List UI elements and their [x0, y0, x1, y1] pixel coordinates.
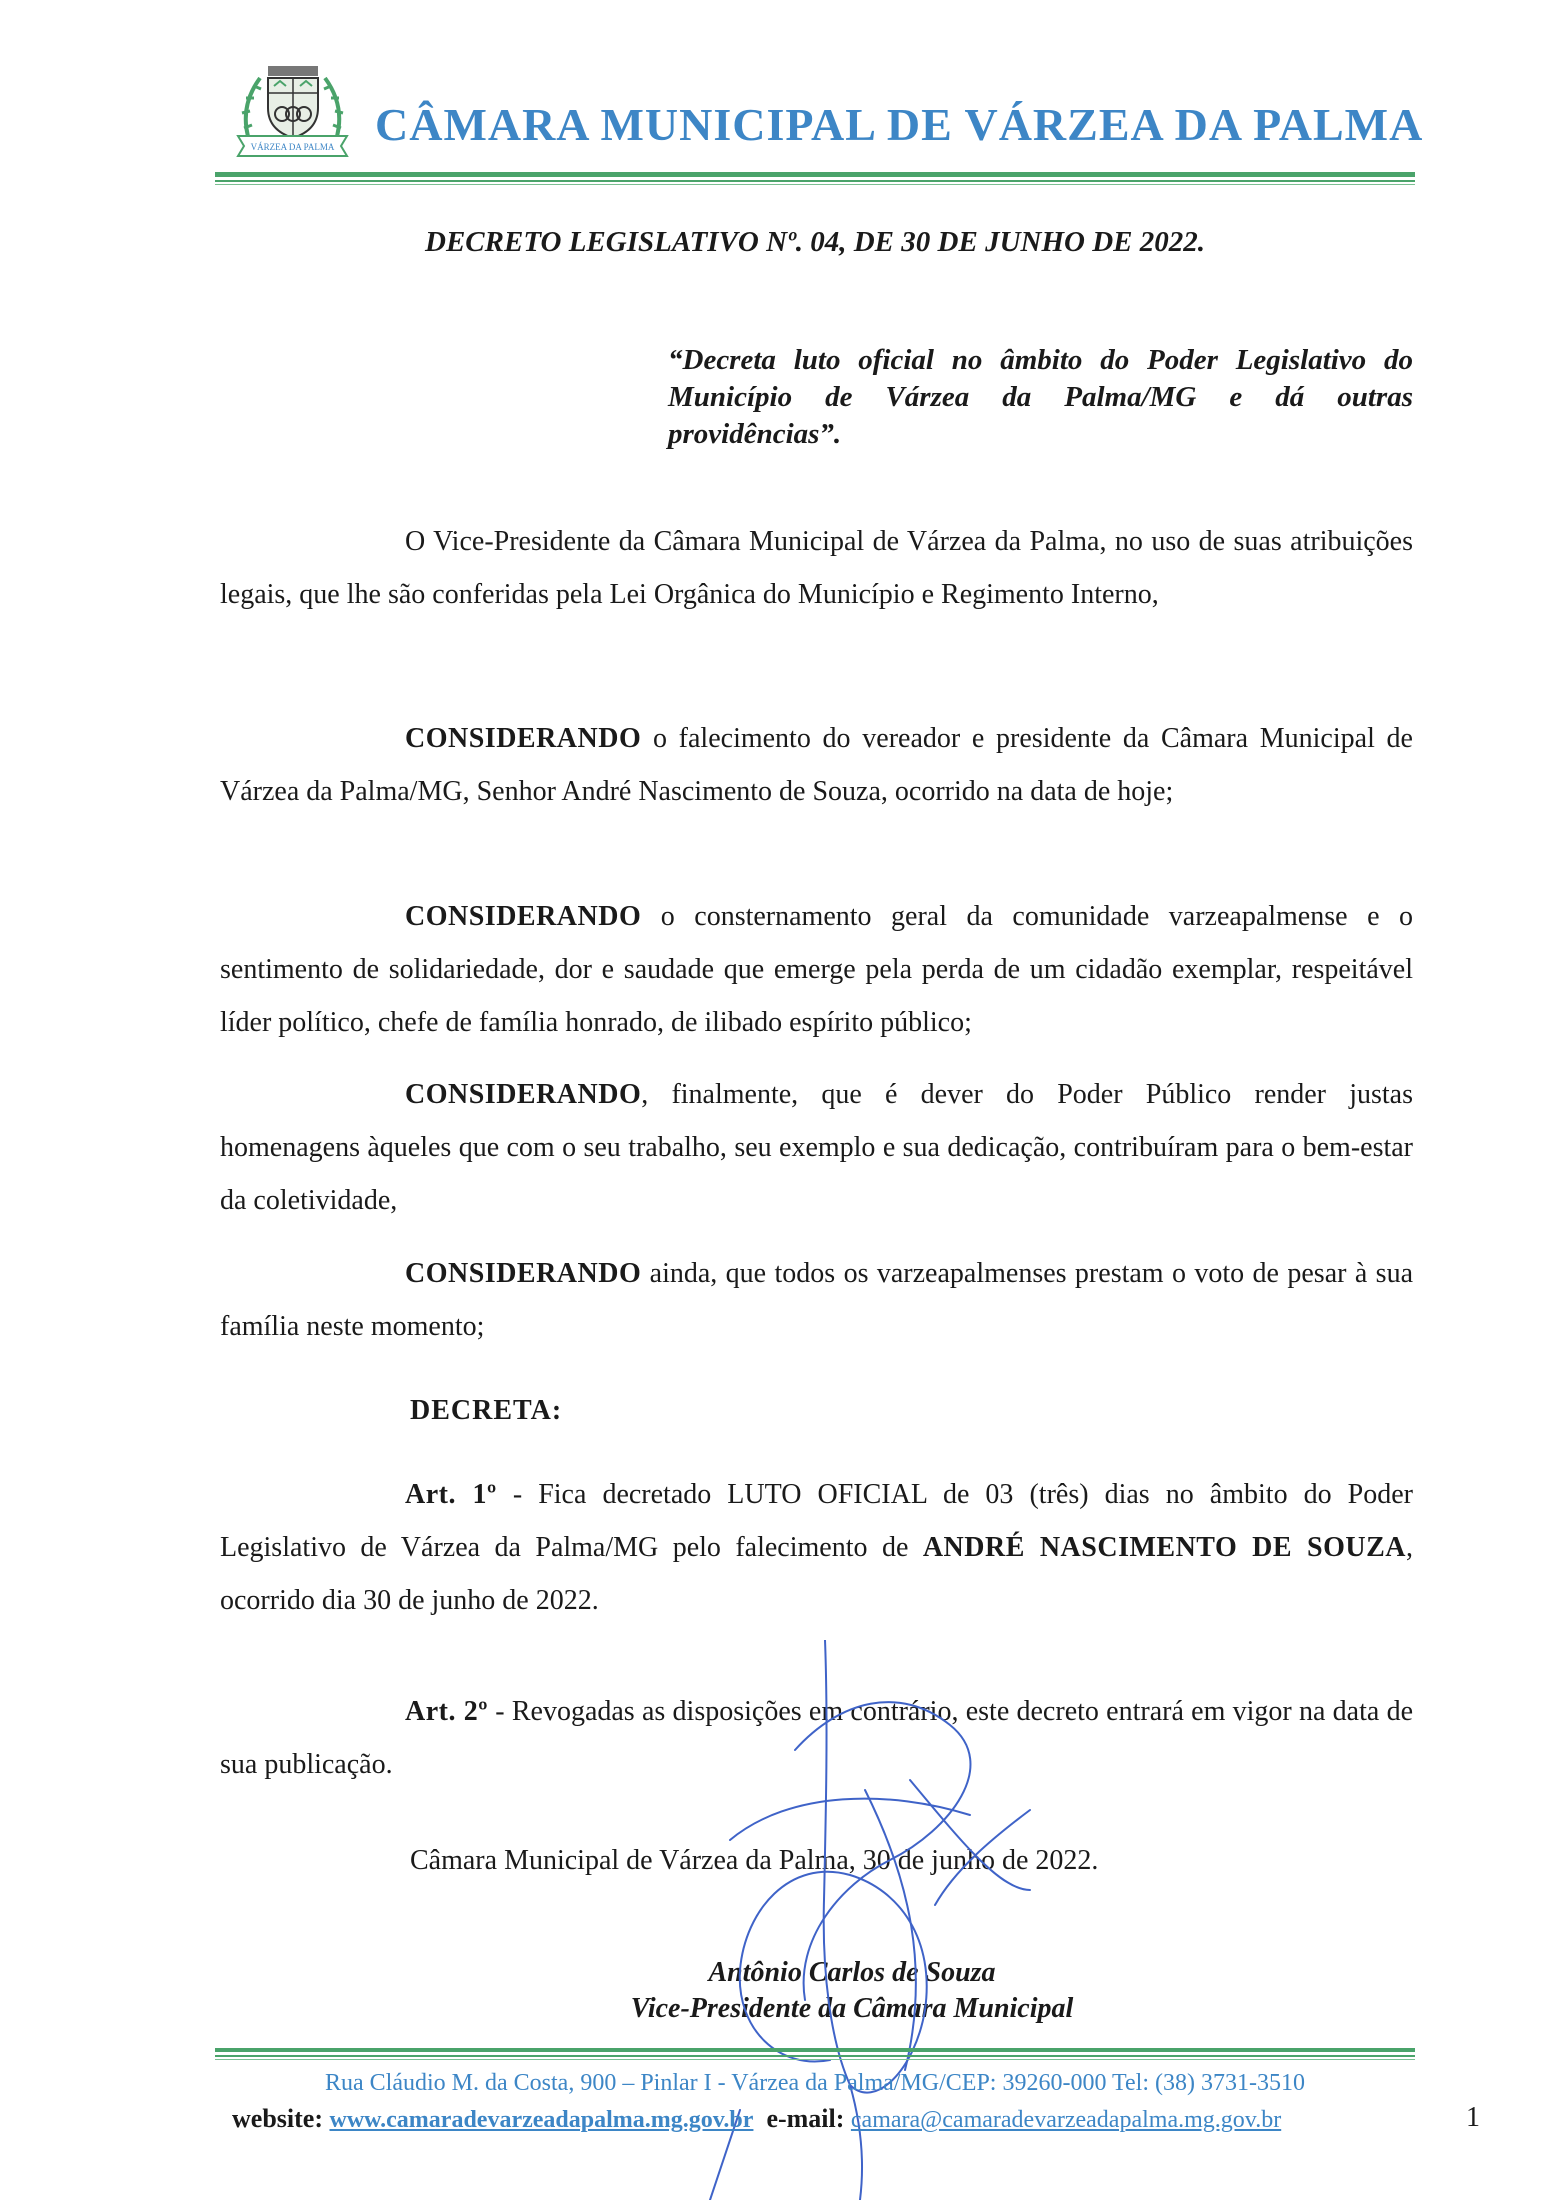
footer-rule-thin — [215, 2055, 1415, 2057]
considerando-text: o falecimento do vereador e presidente da Câmara Municipal de Várzea da Palma/MG, Senhor André Nascimento de Souza, ocorrido na data de hoje; — [220, 723, 1413, 807]
footer-rule — [215, 2048, 1415, 2052]
decree-title: DECRETO LEGISLATIVO Nº. 04, DE 30 DE JUNHO DE 2022. — [425, 226, 1205, 258]
considerando-paragraph — [220, 1068, 1413, 1227]
signatory-role: Vice-Presidente da Câmara Municipal — [630, 1993, 1074, 2024]
article-1-label: Art. 1º — [405, 1479, 497, 1510]
considerando-paragraph — [220, 712, 1413, 818]
header-rule — [215, 172, 1415, 177]
preamble-paragraph — [220, 515, 1413, 621]
website-link[interactable]: www.camaradevarzeadapalma.mg.gov.br — [329, 2107, 754, 2133]
article-2-text: - Revogadas as disposições em contrário, este decreto entrará em vigor na data de sua publicação. — [220, 1696, 1413, 1780]
decree-summary: “Decreta luto oficial no âmbito do Poder Legislativo do Município de Várzea da Palma/MG e dá outras providências”. — [668, 344, 1413, 450]
article-1 — [220, 1468, 1413, 1627]
considerando-paragraph — [220, 1247, 1413, 1353]
place-and-date: Câmara Municipal de Várzea da Palma, 30 de junho de 2022. — [410, 1845, 1099, 1876]
preamble-text: O Vice-Presidente da Câmara Municipal de Várzea da Palma, no uso de suas atribuições legais, que lhe são conferidas pela Lei Orgânica do Município e Regimento Interno, — [220, 526, 1413, 610]
website-label: website: — [232, 2104, 323, 2133]
decreta-heading: DECRETA: — [410, 1395, 563, 1426]
footer-address: Rua Cláudio M. da Costa, 900 – Pinlar I - Várzea da Palma/MG/CEP: 39260-000 Tel: (38) 3731-3510 — [325, 2070, 1305, 2096]
considerando-lead: CONSIDERANDO — [405, 723, 642, 754]
email-label: e-mail: — [766, 2104, 845, 2133]
letterhead — [230, 58, 1424, 188]
article-1-text-a: - Fica decretado LUTO OFICIAL de 03 (três) dias no âmbito do Poder Legislativo de Várzea da Palma/MG pelo falecimento de — [220, 1479, 1413, 1563]
considerando-text: o consternamento geral da comunidade varzeapalmense e o sentimento de solidariedade, dor e saudade que emerge pela perda de um cidadão exemplar, respeitável líder político, chefe de família honrado, de ilibado espírito público; — [220, 901, 1413, 1038]
logo-banner-text: VÁRZEA DA PALMA — [250, 142, 335, 152]
considerando-text: ainda, que todos os varzeapalmenses prestam o voto de pesar à sua família neste momento; — [220, 1258, 1413, 1342]
considerando-text: , finalmente, que é dever do Poder Público render justas homenagens àqueles que com o seu trabalho, seu exemplo e sua dedicação, contribuíram para o bem-estar da coletividade, — [220, 1079, 1413, 1216]
email-link[interactable]: camara@camaradevarzeadapalma.mg.gov.br — [850, 2107, 1282, 2133]
considerando-lead: CONSIDERANDO — [405, 1079, 642, 1110]
page-number: 1 — [1466, 2102, 1480, 2133]
footer-contacts — [232, 2104, 1281, 2134]
article-1-name: ANDRÉ NASCIMENTO DE SOUZA — [922, 1532, 1406, 1563]
article-2-label: Art. 2º — [405, 1696, 488, 1727]
considerando-paragraph — [220, 890, 1413, 1049]
municipal-coat-of-arms-logo — [230, 58, 355, 163]
considerando-lead: CONSIDERANDO — [405, 1258, 642, 1289]
footer-rule-hairline — [215, 2059, 1415, 2060]
header-rule-hairline — [215, 184, 1415, 185]
considerando-lead: CONSIDERANDO — [405, 901, 642, 932]
organization-name: CÂMARA MUNICIPAL DE VÁRZEA DA PALMA — [375, 99, 1424, 150]
signatory-name: Antônio Carlos de Souza — [708, 1957, 996, 1988]
article-1-text-b: , ocorrido dia 30 de junho de 2022. — [220, 1532, 1413, 1616]
header-rule-thin — [215, 180, 1415, 182]
